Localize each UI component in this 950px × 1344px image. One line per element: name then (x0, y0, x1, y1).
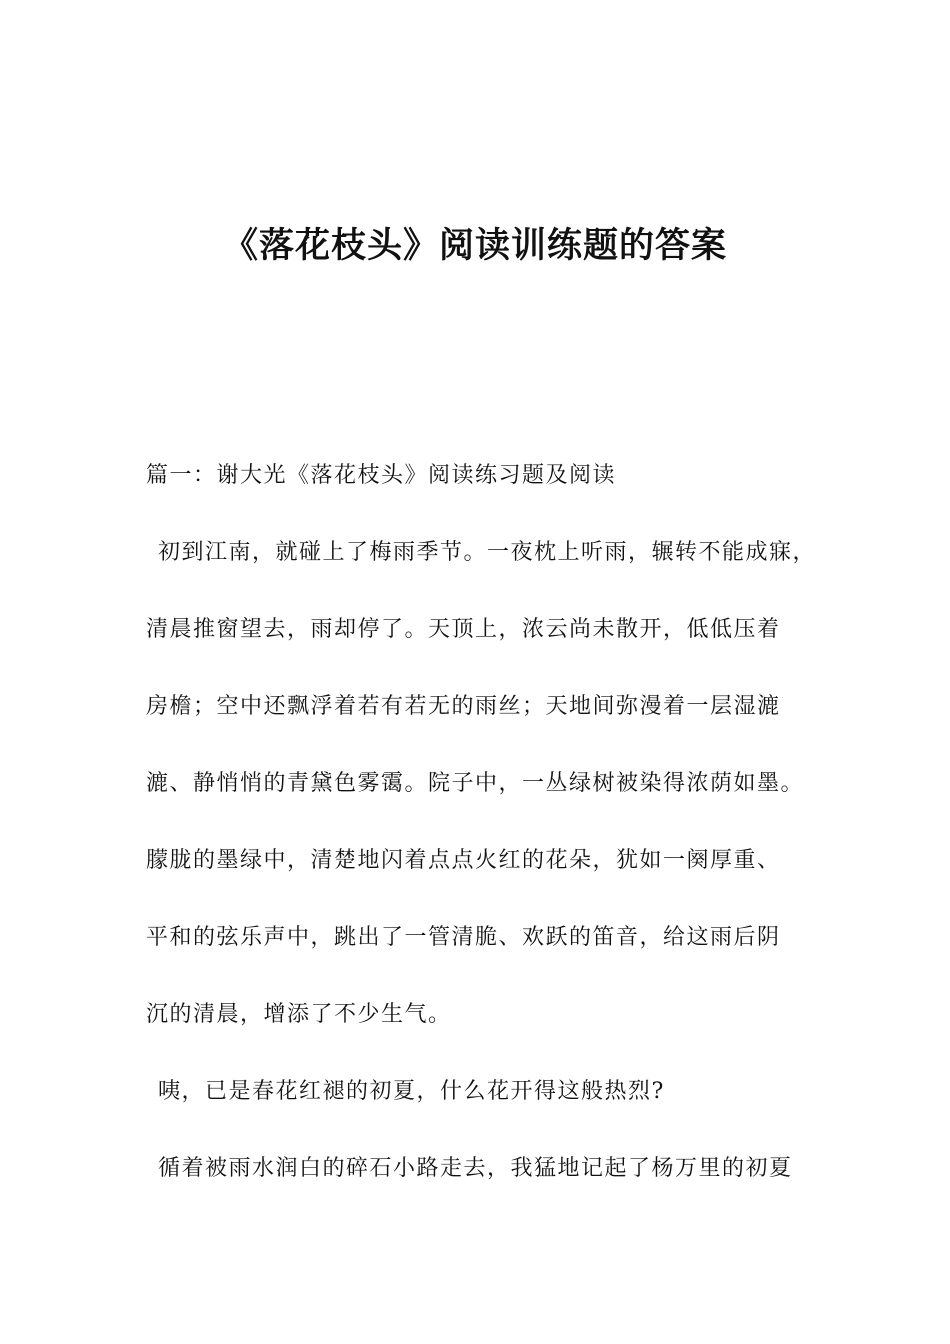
paragraph-line: 咦，已是春花红褪的初夏，什么花开得这般热烈? (158, 1079, 665, 1104)
paragraph-line: 房檐；空中还飘浮着若有若无的雨丝；天地间弥漫着一层湿漉 (146, 694, 781, 719)
paragraph-line: 循着被雨水润白的碎石小路走去，我猛地记起了杨万里的初夏 (158, 1156, 793, 1181)
paragraph-line: 清晨推窗望去，雨却停了。天顶上，浓云尚未散开，低低压着 (146, 617, 781, 642)
paragraph-line: 漉、静悄悄的青黛色雾霭。院子中，一丛绿树被染得浓荫如墨。 (146, 771, 805, 796)
paragraph-line: 沉的清晨，增添了不少生气。 (146, 1002, 452, 1027)
document-title: 《落花枝头》阅读训练题的答案 (222, 226, 727, 266)
paragraph-line: 初到江南，就碰上了梅雨季节。一夜枕上听雨，辗转不能成寐， (158, 540, 817, 565)
paragraph-line: 平和的弦乐声中，跳出了一管清脆、欢跃的笛音，给这雨后阴 (146, 925, 781, 950)
section-heading: 篇一：谢大光《落花枝头》阅读练习题及阅读 (146, 463, 617, 488)
document-body (146, 456, 836, 1226)
paragraph-line: 朦胧的墨绿中，清楚地闪着点点火红的花朵，犹如一阕厚重、 (146, 848, 781, 873)
